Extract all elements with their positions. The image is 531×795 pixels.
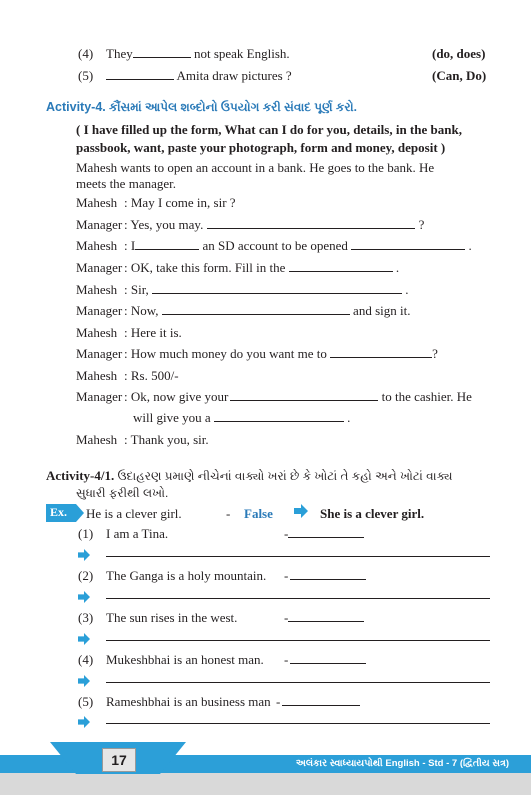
list-item-number: (1) (78, 526, 94, 541)
example-verdict: False (244, 506, 273, 521)
speaker: Manager (76, 303, 123, 318)
dialogue-line (133, 410, 350, 426)
dialogue-line (124, 282, 409, 298)
example-badge-label: Ex. (50, 505, 68, 519)
arrow-icon (78, 549, 90, 565)
dialogue-after: and sign it. (353, 303, 411, 318)
answer-blank[interactable] (230, 389, 378, 401)
list-item-answer (284, 526, 364, 542)
item-4-post: not speak English. (193, 46, 290, 61)
arrow-icon (294, 504, 308, 522)
correction-line[interactable] (106, 640, 490, 641)
dialogue-text: : Now, (124, 303, 159, 318)
dialogue-text: : Ok, now give your (124, 389, 229, 404)
speaker: Manager (76, 389, 123, 404)
item-5-post: Amita draw pictures ? (176, 68, 292, 83)
item-4-blank[interactable] (133, 46, 191, 58)
arrow-icon (78, 591, 90, 607)
dialogue-after: . (405, 282, 409, 297)
item-5-options: (Can, Do) (432, 68, 487, 83)
answer-blank[interactable] (351, 238, 465, 250)
speaker: Mahesh (76, 195, 118, 210)
dialogue-text: : Sir, (124, 282, 149, 297)
answer-blank[interactable] (135, 238, 199, 250)
dialogue-after: to the cashier. He (381, 389, 472, 404)
activity-4-label: Activity-4. (46, 100, 106, 114)
example-sentence: He is a clever girl. (86, 506, 182, 521)
dialogue-line (124, 238, 472, 254)
activity-41-label: Activity-4/1. (46, 468, 115, 483)
answer-blank[interactable] (288, 526, 364, 538)
dialogue-text: : Thank you, sir. (124, 432, 209, 447)
dialogue-line (124, 217, 424, 233)
dialogue-text: : How much money do you want me to (124, 346, 327, 361)
speaker: Mahesh (76, 282, 118, 297)
dialogue-line (124, 389, 472, 405)
speaker: Manager (76, 217, 123, 232)
item-4-sentence (106, 46, 290, 62)
arrow-icon (78, 675, 90, 691)
hint-line-1: ( I have filled up the form, What can I do for you, details, in the bank, (76, 122, 462, 137)
item-4-pre: They (106, 46, 133, 61)
dialogue-after: . (395, 260, 400, 275)
dash: - (276, 694, 281, 709)
list-item-number: (2) (78, 568, 94, 583)
answer-blank[interactable] (214, 410, 344, 422)
list-item-number: (5) (78, 694, 94, 709)
dialogue-line (124, 346, 438, 362)
dash: - (284, 652, 289, 667)
hint-line-2: passbook, want, paste your photograph, form and money, deposit ) (76, 140, 446, 155)
intro-line-1: Mahesh wants to open an account in a bank. He goes to the bank. He (76, 160, 435, 175)
answer-blank[interactable] (289, 260, 393, 272)
arrow-icon (78, 633, 90, 649)
dash: - (284, 568, 289, 583)
list-item-number: (3) (78, 610, 94, 625)
dialogue-text: will give you a (133, 410, 211, 425)
speaker: Manager (76, 346, 123, 361)
dialogue-text: : Here it is. (124, 325, 182, 340)
dialogue-after: . (347, 410, 351, 425)
item-5-number: (5) (78, 68, 94, 83)
list-item-answer (284, 652, 366, 668)
list-item-number: (4) (78, 652, 94, 667)
dialogue-after: ? (432, 346, 438, 361)
correction-line[interactable] (106, 556, 490, 557)
dialogue-after: . (468, 238, 472, 253)
item-4-options: (do, does) (432, 46, 486, 61)
activity-41-title-2: સુધારી ફરીથી લખો. (76, 486, 169, 500)
dialogue-text: : May I come in, sir ? (124, 195, 236, 210)
answer-blank[interactable] (207, 217, 415, 229)
answer-blank[interactable] (162, 303, 350, 315)
list-item-text: Rameshbhai is an business man (106, 694, 271, 709)
answer-blank[interactable] (288, 610, 364, 622)
dash: - (284, 526, 289, 541)
list-item-text: I am a Tina. (106, 526, 169, 541)
dialogue-text: : Rs. 500/- (124, 368, 179, 383)
speaker: Manager (76, 260, 123, 275)
correction-line[interactable] (106, 682, 490, 683)
dialogue-mid: an SD account to be opened (202, 238, 348, 253)
activity-41-title-1: ઉદાહરણ પ્રમાણે નીચેનાં વાક્યો ખરાં છે કે ખોટાં તે કહો અને ખોટાં વાક્ય (117, 469, 453, 483)
correction-line[interactable] (106, 598, 490, 599)
answer-blank[interactable] (290, 568, 366, 580)
dialogue-after: ? (418, 217, 425, 232)
dialogue-text: : OK, take this form. Fill in the (124, 260, 286, 275)
list-item-answer (284, 568, 366, 584)
item-4-number: (4) (78, 46, 94, 61)
speaker: Mahesh (76, 432, 118, 447)
answer-blank[interactable] (290, 652, 366, 664)
dialogue-line (124, 303, 410, 319)
correction-line[interactable] (106, 723, 490, 724)
dialogue-line (124, 260, 399, 276)
example-dash: - (226, 506, 231, 521)
list-item-answer (284, 610, 364, 626)
example-answer: She is a clever girl. (320, 506, 425, 521)
answer-blank[interactable] (330, 346, 432, 358)
list-item-text: The Ganga is a holy mountain. (106, 568, 267, 583)
item-5-sentence (106, 68, 292, 84)
list-item-text: The sun rises in the west. (106, 610, 238, 625)
arrow-icon (78, 716, 90, 732)
answer-blank[interactable] (282, 694, 360, 706)
speaker: Mahesh (76, 325, 118, 340)
dash: - (284, 610, 289, 625)
speaker: Mahesh (76, 368, 118, 383)
speaker: Mahesh (76, 238, 118, 253)
answer-blank[interactable] (152, 282, 402, 294)
list-item-answer (276, 694, 360, 710)
activity-4-title: કૌંસમાં આપેલ શબ્દોનો ઉપયોગ કરી સંવાદ પૂર્ણ કરો. (109, 100, 357, 114)
intro-line-2: meets the manager. (76, 176, 176, 191)
dialogue-text: : I (124, 238, 136, 253)
item-5-blank[interactable] (106, 68, 174, 80)
example-badge (46, 504, 84, 522)
book-title: અલંકાર સ્વાધ્યાયપોથી English - Std - 7 (દ્વિતીય સત્ર) (295, 758, 509, 769)
list-item-text: Mukeshbhai is an honest man. (106, 652, 264, 667)
dialogue-text: : Yes, you may. (124, 217, 204, 232)
activity-41-heading (46, 468, 453, 484)
page-number: 17 (102, 748, 136, 772)
activity-4-heading (46, 99, 357, 115)
